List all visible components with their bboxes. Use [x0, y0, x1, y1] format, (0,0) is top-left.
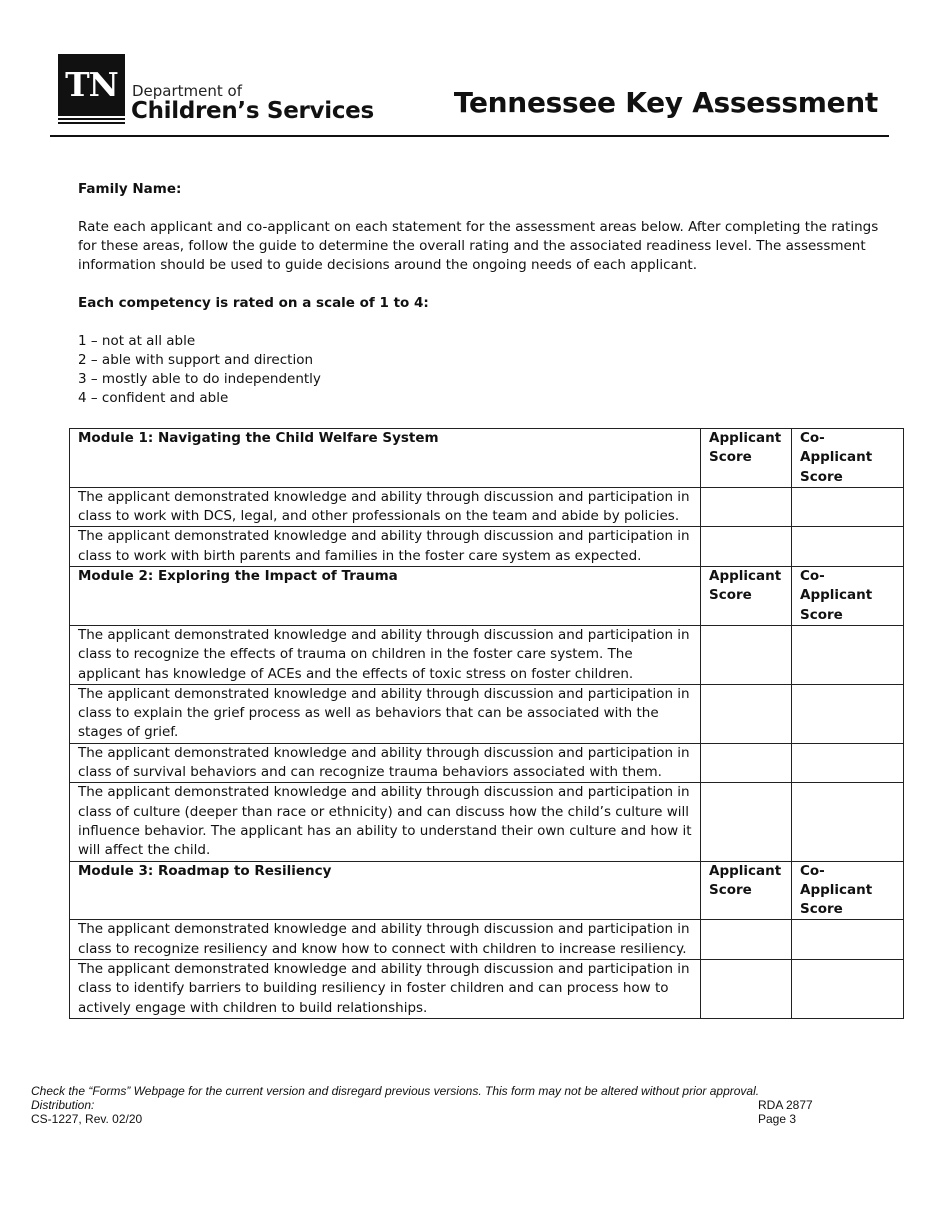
applicant-score-cell[interactable] — [701, 920, 792, 960]
footer-rda: RDA 2877 — [758, 1098, 813, 1112]
scale-heading: Each competency is rated on a scale of 1 to 4: — [78, 295, 429, 311]
page-footer — [31, 1084, 831, 1126]
statement: The applicant demonstrated knowledge and ability through discussion and participation in class to recognize the effects of trauma on children in the foster care system. The applicant has knowledge of ACEs and the effects of toxic stress on foster children. — [70, 625, 701, 684]
statement: The applicant demonstrated knowledge and ability through discussion and participation in class of culture (deeper than race or ethnicity) and can discuss how the child’s culture will influence behavior. The applicant has an ability to understand their own culture and how it will affect the child. — [70, 783, 701, 861]
co-applicant-score-cell[interactable] — [792, 487, 904, 527]
statement: The applicant demonstrated knowledge and ability through discussion and participation in class to explain the grief process as well as behaviors that can be associated with the stages of grief. — [70, 684, 701, 743]
scale-item: 1 – not at all able — [78, 333, 196, 349]
applicant-score-cell[interactable] — [701, 684, 792, 743]
table-row — [70, 527, 904, 567]
logo-underline — [58, 118, 125, 120]
logo-agency-name: Children’s Services — [131, 98, 374, 124]
module-header-row — [70, 567, 904, 626]
logo-department: Department of — [132, 82, 242, 100]
scale-item: 3 – mostly able to do independently — [78, 371, 321, 387]
applicant-score-cell[interactable] — [701, 625, 792, 684]
applicant-score-cell[interactable] — [701, 487, 792, 527]
statement: The applicant demonstrated knowledge and ability through discussion and participation in class to recognize resiliency and know how to connect with children to increase resiliency. — [70, 920, 701, 960]
module-title: Module 1: Navigating the Child Welfare System — [70, 429, 701, 488]
module-title: Module 2: Exploring the Impact of Trauma — [70, 567, 701, 626]
table-row — [70, 625, 904, 684]
logo-underline — [58, 122, 125, 124]
module-header-row — [70, 429, 904, 488]
table-row — [70, 783, 904, 861]
co-applicant-score-cell[interactable] — [792, 743, 904, 783]
statement: The applicant demonstrated knowledge and ability through discussion and participation in class to work with birth parents and families in the foster care system as expected. — [70, 527, 701, 567]
table-row — [70, 487, 904, 527]
footer-page-number: Page 3 — [758, 1112, 797, 1126]
co-applicant-score-cell[interactable] — [792, 920, 904, 960]
family-name-label: Family Name: — [78, 181, 182, 197]
applicant-score-cell[interactable] — [701, 527, 792, 567]
table-row — [70, 684, 904, 743]
dcs-logo — [58, 54, 374, 124]
assessment-table — [69, 428, 904, 1019]
co-applicant-score-header: Co-Applicant Score — [792, 567, 904, 626]
footer-distribution: Distribution: — [31, 1098, 95, 1112]
module-title: Module 3: Roadmap to Resiliency — [70, 861, 701, 920]
table-row — [70, 920, 904, 960]
table-row — [70, 960, 904, 1019]
co-applicant-score-cell[interactable] — [792, 625, 904, 684]
co-applicant-score-header: Co-Applicant Score — [792, 429, 904, 488]
applicant-score-header: Applicant Score — [701, 429, 792, 488]
applicant-score-header: Applicant Score — [701, 861, 792, 920]
header-divider — [50, 135, 889, 137]
instructions: Rate each applicant and co-applicant on each statement for the assessment areas below. After completing the ratings for these areas, follow the guide to determine the overall rating and the associated readiness level. The assessment information should be used to guide decisions around the ongoing needs of each applicant. — [78, 219, 879, 273]
footer-notice: Check the “Forms” Webpage for the current version and disregard previous versions. This form may not be altered without prior approval. — [31, 1084, 760, 1098]
statement: The applicant demonstrated knowledge and ability through discussion and participation in class to work with DCS, legal, and other professionals on the team and abide by policies. — [70, 487, 701, 527]
footer-form-number: CS-1227, Rev. 02/20 — [31, 1112, 143, 1126]
module-header-row — [70, 861, 904, 920]
scale-list — [78, 332, 321, 408]
co-applicant-score-cell[interactable] — [792, 960, 904, 1019]
applicant-score-cell[interactable] — [701, 960, 792, 1019]
applicant-score-header: Applicant Score — [701, 567, 792, 626]
scale-item: 2 – able with support and direction — [78, 352, 314, 368]
co-applicant-score-cell[interactable] — [792, 684, 904, 743]
scale-item: 4 – confident and able — [78, 390, 229, 406]
page-title: Tennessee Key Assessment — [453, 86, 878, 119]
tn-logo-mark: TN — [58, 54, 125, 116]
applicant-score-cell[interactable] — [701, 783, 792, 861]
table-row — [70, 743, 904, 783]
co-applicant-score-header: Co-Applicant Score — [792, 861, 904, 920]
co-applicant-score-cell[interactable] — [792, 783, 904, 861]
statement: The applicant demonstrated knowledge and ability through discussion and participation in class of survival behaviors and can recognize trauma behaviors associated with them. — [70, 743, 701, 783]
co-applicant-score-cell[interactable] — [792, 527, 904, 567]
statement: The applicant demonstrated knowledge and ability through discussion and participation in class to identify barriers to building resiliency in foster children and can process how to actively engage with children to build relationships. — [70, 960, 701, 1019]
applicant-score-cell[interactable] — [701, 743, 792, 783]
